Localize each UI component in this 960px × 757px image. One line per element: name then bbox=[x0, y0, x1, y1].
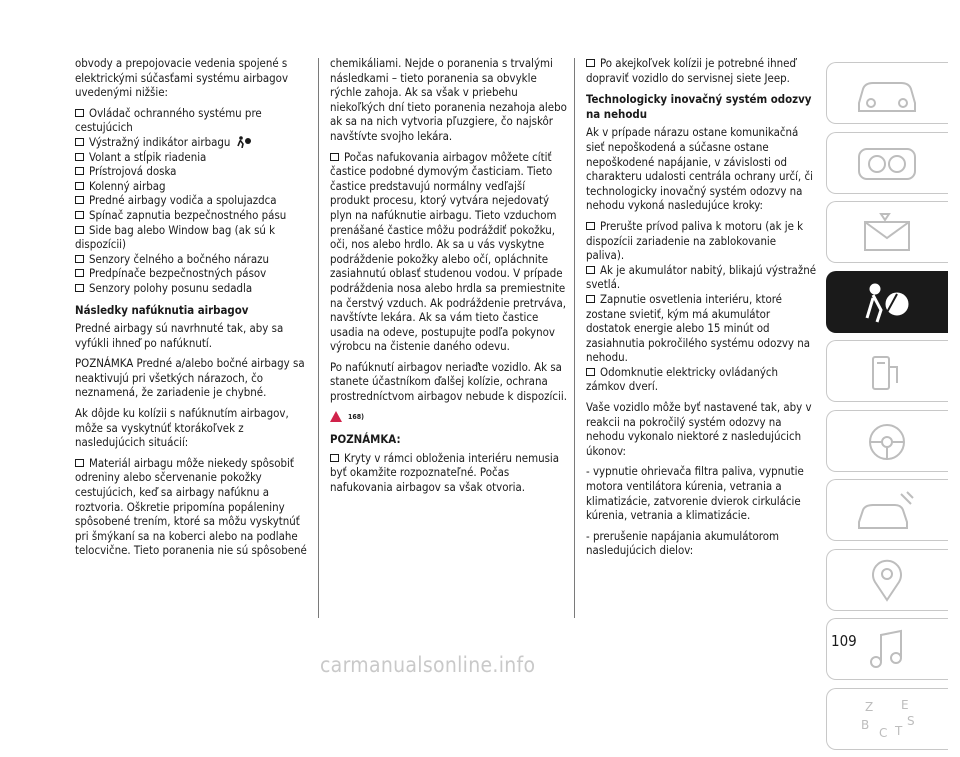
tab-safety[interactable] bbox=[826, 271, 948, 333]
list-item: Predné airbagy vodiča a spolujazdca bbox=[75, 193, 307, 208]
list-item: Predpínače bezpečnostných pásov bbox=[75, 266, 307, 281]
paragraph: chemikáliami. Nejde o poranenia s trvalými následkami – tieto poranenia sa obvykle rýchle zahoja. Ak sa však v priebehu niekoľkých dní tieto poranenia nezahoja alebo ak sa na nich vytvoria pľuzgiere, čo najskôr navštívte svojho lekára. bbox=[330, 56, 567, 143]
list-item: Senzory polohy posunu sedadla bbox=[75, 281, 307, 296]
text-column-2 bbox=[330, 56, 568, 495]
list-item: Odomknutie elektricky ovládaných zámkov dverí. bbox=[586, 365, 816, 394]
index-letter: B bbox=[861, 717, 870, 732]
paragraph: obvody a prepojovacie vedenia spojené s elektrickými súčasťami systému airbagov uvedenými nižšie: bbox=[75, 56, 289, 100]
list-item: Po akejkoľvek kolízii je potrebné ihneď dopraviť vozidlo do servisnej siete Jeep. bbox=[586, 56, 816, 85]
paragraph: Po nafúknutí airbagov neriaďte vozidlo. Ak sa stanete účastníkom ďalšej kolízie, ochrana prostredníctvom airbagov nebude k dispozícii. bbox=[330, 359, 567, 404]
index-letter: E bbox=[901, 697, 909, 712]
list-item: Prístrojová doska bbox=[75, 164, 307, 179]
tab-index[interactable] bbox=[826, 688, 948, 750]
column-divider bbox=[318, 58, 319, 618]
tab-maintenance[interactable] bbox=[826, 479, 948, 541]
tab-warnings[interactable] bbox=[826, 201, 948, 263]
airbag-seat-icon bbox=[851, 280, 923, 326]
warning-reference bbox=[330, 410, 568, 425]
list-item: Volant a stĺpik riadenia bbox=[75, 150, 307, 165]
tab-driving[interactable] bbox=[826, 340, 948, 402]
paragraph: Vaše vozidlo môže byť nastavené tak, aby v reakcii na pokročilý systém odozvy na nehodu vykonalo niektoré z nasledujúcich úkonov: bbox=[586, 400, 812, 458]
text-column-3 bbox=[586, 56, 816, 564]
list-item: Prerušte prívod paliva k motoru (ak je k dispozícii zariadenie na zablokovanie paliva). bbox=[586, 219, 816, 263]
airbag-indicator-icon bbox=[237, 136, 253, 148]
list-item: Ak je akumulátor nabitý, blikajú výstražné svetlá. bbox=[586, 262, 816, 292]
list-item: Zapnutie osvetlenia interiéru, ktoré zostane svietiť, kým má akumulátor dostatok energie alebo 15 minút od zasiahnutia pokročilého systému odozvy na nehodu. bbox=[586, 292, 816, 365]
tab-dashboard[interactable] bbox=[826, 132, 948, 194]
envelope-warning-icon bbox=[851, 210, 923, 256]
watermark: carmanualsonline.info bbox=[320, 653, 536, 677]
warning-triangle-icon bbox=[330, 411, 342, 422]
list-item: Materiál airbagu môže niekedy spôsobiť odreniny alebo sčervenanie pokožky cestujúcich, keď sa airbagy nafúknu a roztvoria. Oškretie pripomína popáleniny spôsobené trením, ktoré sa môžu vyskytnúť pri šmýkaní sa na koberci alebo na podlahe telocvične. Tieto poranenia nie sú spôsobené bbox=[75, 455, 307, 558]
chapter-tabs bbox=[826, 62, 948, 757]
text-column-1 bbox=[75, 56, 307, 558]
map-pin-icon bbox=[851, 558, 923, 604]
list-item: Výstražný indikátor airbagu bbox=[75, 135, 307, 150]
list-item: Spínač zapnutia bezpečnostného pásu bbox=[75, 208, 307, 223]
note-heading: POZNÁMKA: bbox=[330, 432, 401, 447]
tab-car[interactable] bbox=[826, 62, 948, 124]
warning-number: 168) bbox=[348, 412, 365, 421]
paragraph: - vypnutie ohrievača filtra paliva, vypnutie motora ventilátora kúrenia, vetrania a klimatizácie, zatvorenie dvierok cirkulácie kúrenia, vetrania a klimatizácie. bbox=[586, 464, 804, 523]
fuel-tool-icon bbox=[851, 349, 923, 395]
index-letter: S bbox=[907, 713, 915, 728]
index-letter: T bbox=[895, 723, 903, 738]
paragraph: Predné airbagy sú navrhnuté tak, aby sa vyfúkli ihneď po nafúknutí. bbox=[75, 321, 284, 350]
paragraph: POZNÁMKA Predné a/alebo bočné airbagy sa neaktivujú pri všetkých nárazoch, čo neznamená, že zariadenie je chybné. bbox=[75, 356, 305, 400]
list-item: Počas nafukovania airbagov môžete cítiť častice podobné dymovým časticiam. Tieto častice predstavujú normálny vedľajší produkt procesu, ktorý vytvára nejedovatý plyn na nafúknutie airbagu. Tieto vzduchom prenášané častice môžu podráždiť pokožku, oči, nos alebo hrdlo. Ak sa u vás vyskytne podráždenie pokožky alebo očí, opláchnite zasiahnutú oblasť studenou vodou. V prípade podráždenia nosa alebo hrdla sa premiestnite na čerstvý vzduch. Ak podráždenie pretrváva, navštívte lekára. Ak sa vám tieto častice usadia na odeve, postupujte podľa pokynov výrobcu na čistenie daného odevu. bbox=[330, 149, 566, 354]
car-wrench-icon bbox=[851, 488, 923, 534]
alphabet-index-icon bbox=[851, 697, 923, 743]
section-heading: Technologicky inovačný systém odozvy na nehodu bbox=[586, 92, 812, 121]
list-item: Ovládač ochranného systému pre cestujúcich bbox=[75, 106, 307, 135]
index-letter: C bbox=[879, 725, 888, 740]
tab-technical[interactable] bbox=[826, 549, 948, 611]
music-note-icon bbox=[851, 627, 923, 673]
index-letter: Z bbox=[865, 699, 874, 714]
dashboard-icon bbox=[851, 141, 923, 187]
paragraph: Ak v prípade nárazu ostane komunikačná sieť nepoškodená a súčasne ostane nepoškodené napájanie, v závislosti od charakteru udalosti centrála ochrany určí, či technologicky inovačný systém odozvy na nehodu vykoná nasledujúce kroky: bbox=[586, 125, 813, 213]
paragraph: - prerušenie napájania akumulátorom nasledujúcich dielov: bbox=[586, 528, 780, 558]
column-divider bbox=[574, 58, 575, 618]
car-icon bbox=[851, 71, 923, 117]
list-item: Senzory čelného a bočného nárazu bbox=[75, 252, 307, 267]
steering-wheel-icon bbox=[851, 419, 923, 465]
tab-emergency[interactable] bbox=[826, 410, 948, 472]
list-item: Side bag alebo Window bag (ak sú k dispozícii) bbox=[75, 223, 307, 252]
list-item: Kryty v rámci obloženia interiéru nemusia byť okamžite rozpoznateľné. Počas nafukovania airbagov sa však otvoria. bbox=[330, 451, 568, 495]
section-heading: Následky nafúknutia airbagov bbox=[75, 302, 249, 317]
list-item: Kolenný airbag bbox=[75, 179, 307, 194]
paragraph: Ak dôjde ku kolízii s nafúknutím airbagov, môže sa vyskytnúť ktorákoľvek z nasledujúcich situácií: bbox=[75, 406, 289, 450]
page-number: 109 bbox=[831, 632, 857, 650]
